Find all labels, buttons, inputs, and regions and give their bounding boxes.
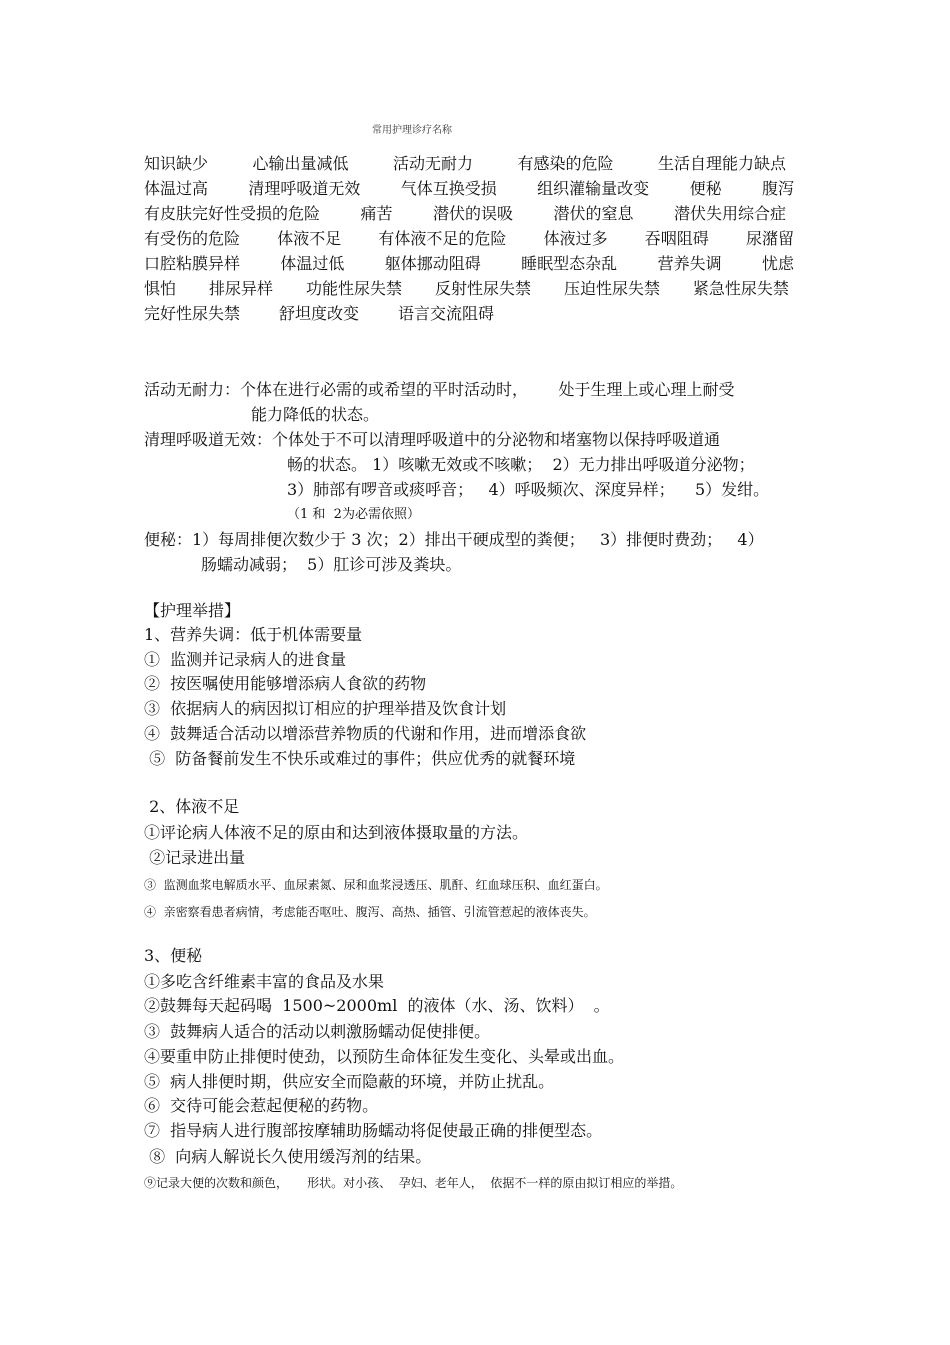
definition-line: 清理呼吸道无效：个体处于不可以清理呼吸道中的分泌物和堵塞物以保持呼吸道通 <box>144 430 721 449</box>
diagnosis-name: 心输出量减低 <box>252 154 349 173</box>
diagnosis-row <box>144 179 794 199</box>
definition-line: 肠蠕动减弱； 5）肛诊可涉及粪块。 <box>201 555 462 574</box>
diagnosis-row <box>144 204 786 224</box>
diagnosis-name: 语言交流阻碍 <box>397 304 494 323</box>
diagnosis-name: 口腔粘膜异样 <box>144 254 241 273</box>
definition-line: 活动无耐力：个体在进行必需的或希望的平时活动时， 处于生理上或心理上耐受 <box>144 380 735 399</box>
diagnosis-name: 体液不足 <box>277 229 342 248</box>
diagnosis-name: 排尿异样 <box>208 279 273 298</box>
document-title: 常用护理诊疗名称 <box>372 125 452 136</box>
list-item: ②记录进出量 <box>144 848 246 867</box>
diagnosis-name: 反射性尿失禁 <box>434 279 531 298</box>
list-item: ④ 鼓舞适合活动以增添营养物质的代谢和作用，进而增添食欲 <box>144 724 587 743</box>
definition-note: （1 和 2为必需依照） <box>287 507 420 522</box>
diagnosis-name: 完好性尿失禁 <box>144 304 241 323</box>
list-item: ⑤ 病人排便时期，供应安全而隐蔽的环境，并防止扰乱。 <box>144 1072 555 1091</box>
list-item: ④要重申防止排便时使劲，以预防生命体征发生变化、头晕或出血。 <box>144 1047 625 1066</box>
subsection-title: 2、体液不足 <box>144 797 240 816</box>
list-item: ④ 亲密察看患者病情，考虑能否呕吐、腹泻、高热、插管、引流管惹起的液体丧失。 <box>144 905 596 919</box>
subsection-title: 3、便秘 <box>144 946 203 965</box>
subsection-title: 1、营养失调：低于机体需要量 <box>144 625 363 644</box>
list-item: ①多吃含纤维素丰富的食品及水果 <box>144 972 385 991</box>
diagnosis-name: 潜伏失用综合症 <box>673 204 786 223</box>
diagnosis-name: 吞咽阻碍 <box>644 229 709 248</box>
diagnosis-name: 忧虑 <box>761 254 794 273</box>
list-item: ③ 鼓舞病人适合的活动以刺激肠蠕动促使排便。 <box>144 1022 491 1041</box>
diagnosis-name: 尿潴留 <box>745 229 794 248</box>
diagnosis-name: 活动无耐力 <box>392 154 473 173</box>
diagnosis-name: 组织灌输量改变 <box>537 179 650 198</box>
list-item: ② 按医嘱使用能够增添病人食欲的药物 <box>144 674 427 693</box>
diagnosis-name: 有体液不足的危险 <box>378 229 507 248</box>
list-item: ①评论病人体液不足的原由和达到液体摄取量的方法。 <box>144 823 529 842</box>
diagnosis-name: 惧怕 <box>144 279 177 298</box>
diagnosis-name: 睡眠型态杂乱 <box>521 254 618 273</box>
diagnosis-name: 潜伏的窒息 <box>553 204 634 223</box>
definition-line: 3）肺部有啰音或痰呼音； 4）呼吸频次、深度异样； 5）发绀。 <box>287 480 770 499</box>
list-item: ① 监测并记录病人的进食量 <box>144 650 347 669</box>
diagnosis-name: 痛苦 <box>360 204 393 223</box>
definition-line: 便秘：1）每周排便次数少于 3 次；2）排出干硬成型的粪便； 3）排便时费劲； 4） <box>144 530 764 549</box>
definition-line: 畅的状态。 1）咳嗽无效或不咳嗽； 2）无力排出呼吸道分泌物； <box>287 455 755 474</box>
diagnosis-row <box>144 254 794 274</box>
diagnosis-name: 营养失调 <box>657 254 722 273</box>
list-item: ⑧ 向病人解说长久使用缓泻剂的结果。 <box>144 1147 432 1166</box>
diagnosis-name: 功能性尿失禁 <box>305 279 402 298</box>
section-heading: 【护理举措】 <box>144 601 241 620</box>
definition-line: 能力降低的状态。 <box>251 405 380 424</box>
diagnosis-name: 腹泻 <box>761 179 794 198</box>
list-item: ③ 依据病人的病因拟订相应的护理举措及饮食计划 <box>144 699 507 718</box>
list-item: ⑤ 防备餐前发生不快乐或难过的事件；供应优秀的就餐环境 <box>144 749 576 768</box>
diagnosis-name: 便秘 <box>689 179 722 198</box>
diagnosis-name: 压迫性尿失禁 <box>563 279 660 298</box>
diagnosis-name: 有感染的危险 <box>517 154 614 173</box>
diagnosis-row <box>144 154 786 174</box>
diagnosis-name: 生活自理能力缺点 <box>657 154 786 173</box>
diagnosis-row <box>144 229 794 249</box>
list-item: ⑥ 交待可能会惹起便秘的药物。 <box>144 1096 379 1115</box>
diagnosis-name: 有皮肤完好性受损的危险 <box>144 204 321 223</box>
diagnosis-name: 知识缺少 <box>144 154 209 173</box>
list-item: ⑦ 指导病人进行腹部按摩辅助肠蠕动将促使最正确的排便型态。 <box>144 1121 603 1140</box>
list-item: ⑨记录大便的次数和颜色， 形状。对小孩、 孕妇、老年人， 依据不一样的原由拟订相应的举措。 <box>144 1176 683 1190</box>
diagnosis-name: 体温过高 <box>144 179 209 198</box>
diagnosis-row <box>144 304 494 324</box>
list-item: ②鼓舞每天起码喝 1500~2000ml 的液体（水、汤、饮料） 。 <box>144 996 610 1015</box>
diagnosis-name: 潜伏的误吸 <box>432 204 513 223</box>
diagnosis-name: 紧急性尿失禁 <box>692 279 789 298</box>
diagnosis-name: 气体互换受损 <box>400 179 497 198</box>
diagnosis-row <box>144 279 789 299</box>
diagnosis-name: 舒坦度改变 <box>278 304 359 323</box>
list-item: ③ 监测血浆电解质水平、血尿素氮、尿和血浆浸透压、肌酐、红血球压积、血红蛋白。 <box>144 878 608 892</box>
diagnosis-name: 体液过多 <box>543 229 608 248</box>
diagnosis-name: 体温过低 <box>280 254 345 273</box>
diagnosis-name: 躯体挪动阻碍 <box>384 254 481 273</box>
diagnosis-name: 有受伤的危险 <box>144 229 241 248</box>
diagnosis-name: 清理呼吸道无效 <box>248 179 361 198</box>
